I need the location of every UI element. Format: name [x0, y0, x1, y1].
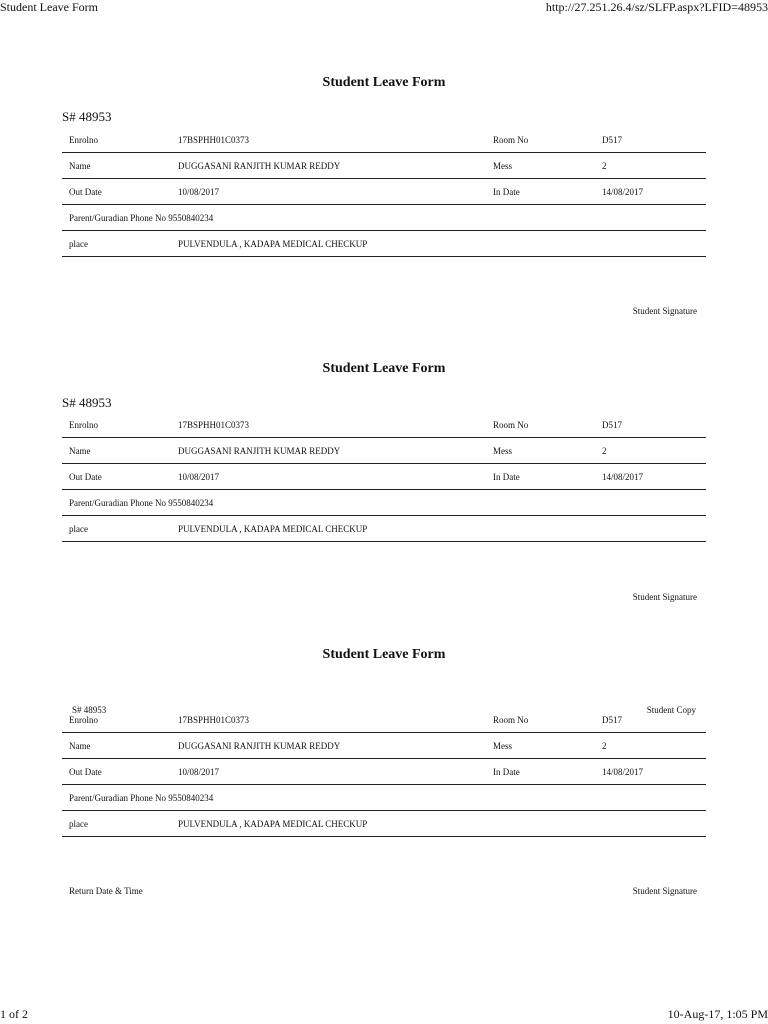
table-row [62, 205, 706, 231]
table-row [62, 490, 706, 516]
mess-label: Mess [486, 153, 595, 179]
name-label: Name [62, 153, 171, 179]
phone-value: 9550840234 [168, 212, 214, 223]
browser-header-title: Student Leave Form [0, 0, 98, 14]
out-date-label: Out Date [62, 759, 171, 785]
room-label: Room No [486, 127, 595, 153]
room-value: D517 [595, 127, 706, 153]
enrolno-label: Enrolno [62, 127, 171, 153]
room-label: Room No [486, 707, 595, 733]
out-date-value: 10/08/2017 [171, 179, 486, 205]
browser-header-url: http://27.251.26.4/sz/SLFP.aspx?LFID=48953 [545, 0, 768, 14]
student-signature-label: Student Signature [632, 306, 697, 316]
leave-form-3 [62, 646, 706, 896]
table-row [62, 179, 706, 205]
in-date-label: In Date [486, 759, 595, 785]
in-date-value: 14/08/2017 [595, 759, 706, 785]
mess-label: Mess [486, 438, 595, 464]
room-label: Room No [486, 412, 595, 438]
student-signature-label: Student Signature [632, 592, 697, 602]
phone-cell [62, 490, 706, 516]
phone-value: 9550840234 [168, 792, 214, 803]
table-row [62, 811, 706, 837]
leave-form-1 [62, 74, 706, 316]
mess-value: 2 [595, 153, 706, 179]
enrolno-value: 17BSPHH01C0373 [171, 127, 486, 153]
phone-cell [62, 785, 706, 811]
table-row [62, 785, 706, 811]
phone-value: 9550840234 [168, 497, 214, 508]
place-label: place [62, 811, 171, 837]
enrolno-value: 17BSPHH01C0373 [171, 707, 486, 733]
leave-form-2 [62, 360, 706, 602]
serial-number: S# 48953 [62, 109, 112, 124]
in-date-label: In Date [486, 464, 595, 490]
name-value: DUGGASANI RANJITH KUMAR REDDY [171, 438, 486, 464]
in-date-value: 14/08/2017 [595, 464, 706, 490]
table-row [62, 438, 706, 464]
name-value: DUGGASANI RANJITH KUMAR REDDY [171, 153, 486, 179]
place-label: place [62, 231, 171, 257]
table-row [62, 153, 706, 179]
phone-label: Parent/Guradian Phone No [69, 497, 166, 508]
name-label: Name [62, 733, 171, 759]
place-value: PULVENDULA , KADAPA MEDICAL CHECKUP [171, 516, 706, 542]
mess-value: 2 [595, 733, 706, 759]
place-value: PULVENDULA , KADAPA MEDICAL CHECKUP [171, 811, 706, 837]
table-row [62, 231, 706, 257]
page-counter: 1 of 2 [0, 1007, 28, 1021]
serial-number: S# 48953 [62, 395, 112, 410]
table-row [62, 759, 706, 785]
room-value: D517 [595, 412, 706, 438]
form-fields-table [62, 127, 706, 257]
name-label: Name [62, 438, 171, 464]
return-date-time-label: Return Date & Time [69, 886, 143, 896]
form-title: Student Leave Form [322, 361, 446, 376]
student-signature-label: Student Signature [632, 886, 697, 896]
mess-value: 2 [595, 438, 706, 464]
out-date-label: Out Date [62, 464, 171, 490]
table-row [62, 516, 706, 542]
phone-label: Parent/Guradian Phone No [69, 792, 166, 803]
mess-label: Mess [486, 733, 595, 759]
in-date-value: 14/08/2017 [595, 179, 706, 205]
phone-label: Parent/Guradian Phone No [69, 212, 166, 223]
table-row [62, 464, 706, 490]
table-row [62, 127, 706, 153]
phone-cell [62, 205, 706, 231]
table-row [62, 412, 706, 438]
out-date-value: 10/08/2017 [171, 464, 486, 490]
out-date-value: 10/08/2017 [171, 759, 486, 785]
in-date-label: In Date [486, 179, 595, 205]
place-label: place [62, 516, 171, 542]
enrolno-label: Enrolno [62, 412, 171, 438]
out-date-label: Out Date [62, 179, 171, 205]
enrolno-label: Enrolno [62, 707, 171, 733]
print-datetime: 10-Aug-17, 1:05 PM [667, 1007, 768, 1021]
room-value: D517 [595, 707, 706, 733]
form-title: Student Leave Form [322, 647, 446, 662]
table-row [62, 733, 706, 759]
serial-number: S# 48953 [72, 705, 107, 715]
enrolno-value: 17BSPHH01C0373 [171, 412, 486, 438]
place-value: PULVENDULA , KADAPA MEDICAL CHECKUP [171, 231, 706, 257]
form-title: Student Leave Form [322, 75, 446, 90]
name-value: DUGGASANI RANJITH KUMAR REDDY [171, 733, 486, 759]
table-row [62, 707, 706, 733]
form-fields-table [62, 412, 706, 542]
form-fields-table [62, 707, 706, 837]
student-copy-label: Student Copy [646, 705, 696, 715]
